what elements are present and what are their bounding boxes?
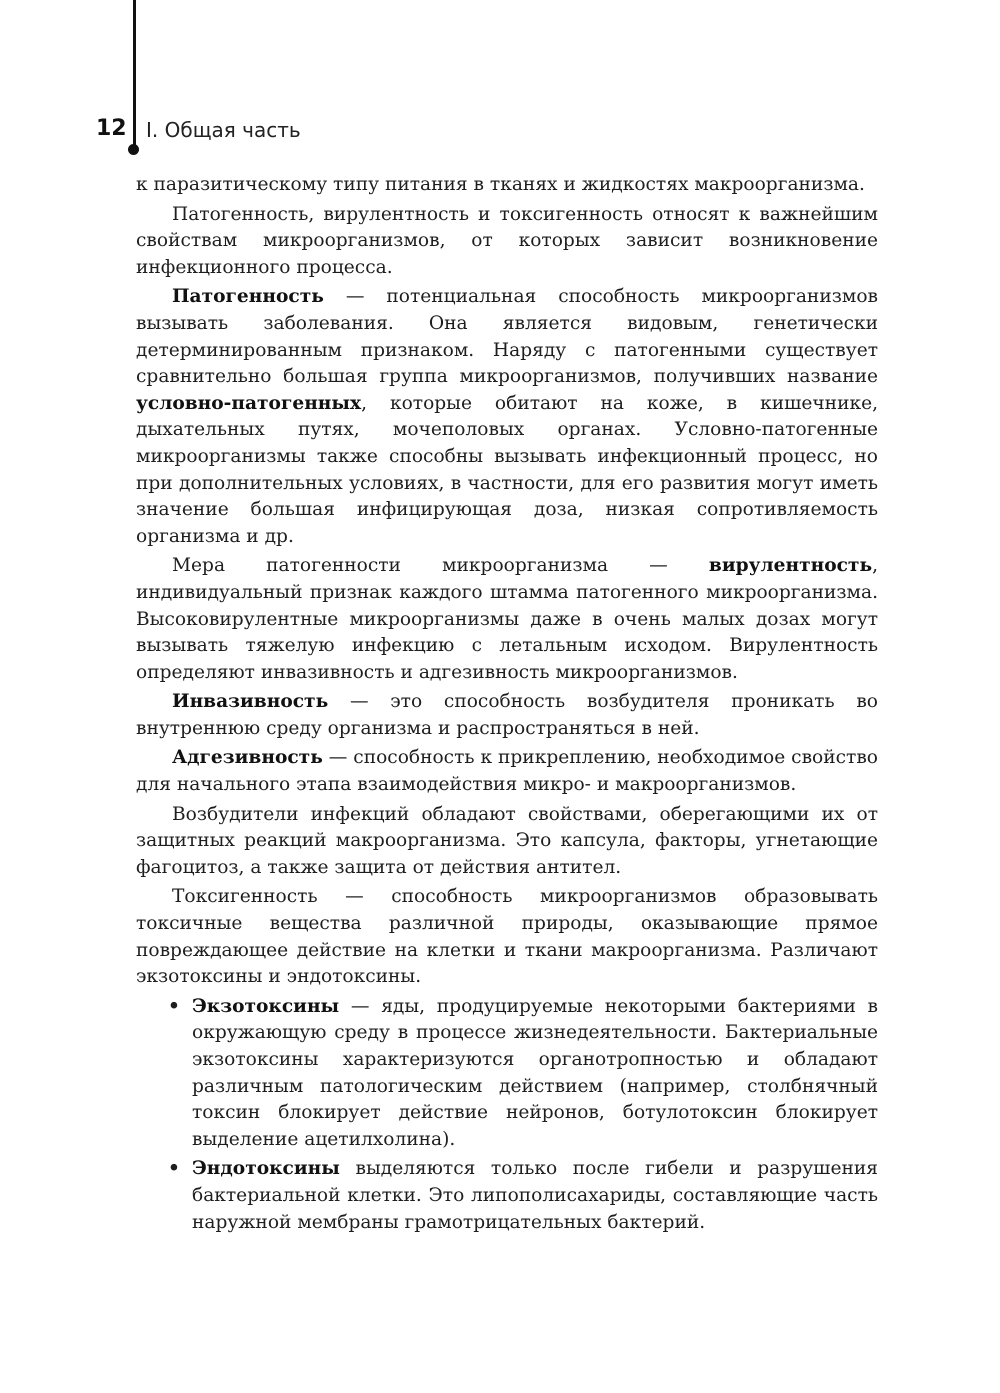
- term-pathogenicity: Патогенность: [172, 286, 324, 308]
- paragraph-invasiveness: Инвазивность — это способность возбудителя проникать во внутреннюю среду организма и распространяться в ней.: [136, 691, 878, 739]
- paragraph-pathogenicity: Патогенность — потенциальная способность микроорганизмов вызывать заболевания. Она является видовым, генетически детерминированным признаком. Наряду с патогенными существует сравнительно большая группа микроорганизмов, получивших название условно-патогенных, которые обитают на коже, в кишечнике, дыхательных путях, мочеполовых органах. Условно-патогенные микроорганизмы также способны вызывать инфекционный процесс, но при дополнительных условиях, в частности, для его развития могут иметь значение большая инфицирующая доза, низкая сопротивляемость организма и др.: [136, 286, 878, 547]
- list-item-exotoxins: • Экзотоксины — яды, продуцируемые некоторыми бактериями в окружающую среду в процессе жизнедеятельности. Бактериальные экзотоксины характеризуются органотропностью и обладают различным патологическим действием (например, столбнячный токсин блокирует действие нейронов, ботулотоксин блокирует выделение ацетилхолина).: [168, 995, 878, 1150]
- term-opportunistic: условно-патогенных: [136, 392, 362, 414]
- term-adhesiveness: Адгезивность: [172, 747, 323, 769]
- bullet-icon: •: [168, 1158, 180, 1180]
- running-head: I. Общая часть: [146, 118, 301, 142]
- page-number: 12: [96, 116, 127, 141]
- paragraph-adhesiveness: Адгезивность — способность к прикреплению, необходимое свойство для начального этапа взаимодействия микро- и макроорганизмов.: [136, 747, 878, 796]
- paragraph-continuation: к паразитическому типу питания в тканях и жидкостях макроорганизма.: [136, 174, 865, 195]
- toxin-list: [136, 994, 878, 1236]
- paragraph-virulence: Мера патогенности микроорганизма — вирулентность, индивидуальный признак каждого штамма патогенного микроорганизма. Высоковирулентные микроорганизмы даже в очень малых дозах могут вызывать тяжелую инфекцию с летальным исходом. Вирулентность определяют инвазивность и адгезивность микроорганизмов.: [136, 555, 878, 683]
- term-invasiveness: Инвазивность: [172, 691, 329, 713]
- term-virulence: вирулентность: [708, 555, 873, 577]
- paragraph-intro: Патогенность, вирулентность и токсигенность относят к важнейшим свойствам микроорганизмов, от которых зависит возникновение инфекционного процесса.: [136, 203, 878, 278]
- paragraph-toxigenicity: Токсигенность — способность микроорганизмов образовывать токсичные вещества различной природы, оказывающие прямое повреждающее действие на клетки и ткани макроорганизма. Различают экзотоксины и эндотоксины.: [136, 886, 878, 988]
- term-endotoxins: Эндотоксины: [192, 1158, 340, 1180]
- margin-dot: [128, 144, 139, 155]
- term-exotoxins: Экзотоксины: [192, 995, 340, 1017]
- list-item-endotoxins: • Эндотоксины выделяются только после гибели и разрушения бактериальной клетки. Это липополисахариды, составляющие часть наружной мембраны грамотрицательных бактерий.: [168, 1158, 878, 1233]
- margin-rule: [133, 0, 136, 148]
- bullet-icon: •: [168, 995, 180, 1017]
- paragraph-protection: Возбудители инфекций обладают свойствами, оберегающими их от защитных реакций макроорганизма. Это капсула, факторы, угнетающие фагоцитоз, а также защита от действия антител.: [136, 803, 878, 878]
- body-text: [136, 172, 878, 1239]
